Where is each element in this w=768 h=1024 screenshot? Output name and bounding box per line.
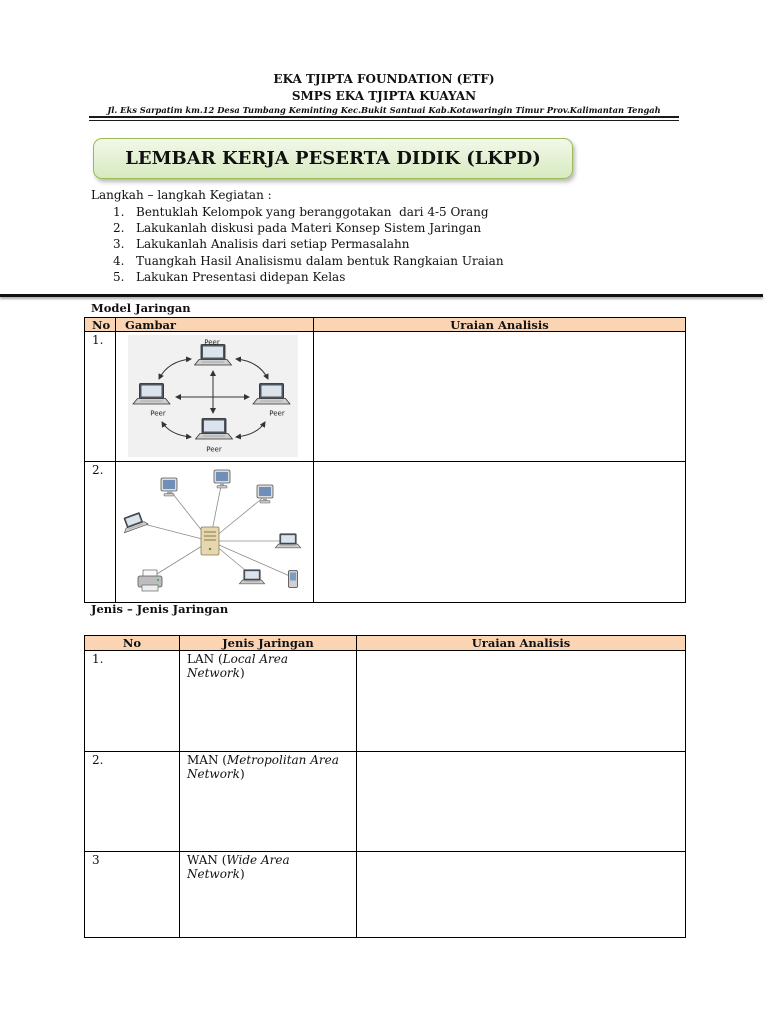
analysis-cell (314, 462, 686, 603)
network-full-name: Network (187, 767, 240, 781)
step-number: 1. (113, 205, 125, 219)
network-name-line (187, 867, 349, 881)
title-banner (93, 138, 573, 179)
table-row (85, 752, 686, 852)
network-full-name: Network (187, 867, 240, 881)
peer-label: Peer (204, 338, 220, 347)
row-number: 1. (85, 651, 180, 752)
column-header-image: Gambar (116, 318, 314, 332)
star-network-diagram (118, 465, 305, 600)
network-name-line (187, 652, 349, 666)
types-section-heading: Jenis – Jenis Jaringan (91, 602, 229, 616)
network-full-name: Network (187, 666, 240, 680)
network-type-cell (180, 651, 357, 752)
step-number: 4. (113, 253, 125, 268)
row-number: 2. (85, 752, 180, 852)
image-cell (116, 462, 314, 603)
steps-list (113, 204, 504, 285)
column-header-no: No (85, 318, 116, 332)
network-name-close: ) (239, 767, 245, 781)
network-abbreviation: WAN ( (187, 853, 227, 867)
step-number: 5. (113, 269, 125, 284)
row-number: 1. (85, 332, 116, 462)
network-full-name: Metropolitan Area (226, 753, 339, 767)
table-row (85, 462, 686, 603)
network-full-name: Wide Area (226, 853, 290, 867)
school-name: SMPS EKA TJIPTA KUAYAN (291, 89, 477, 103)
step-text: Lakukanlah diskusi pada Materi Konsep Sistem Jaringan (136, 221, 482, 236)
network-name-line (187, 753, 349, 767)
table-header-row (85, 318, 686, 332)
analysis-cell (357, 852, 686, 938)
step-number: 3. (113, 237, 125, 252)
network-name-line (187, 853, 349, 867)
table-row (85, 332, 686, 462)
model-section-heading: Model Jaringan (91, 301, 191, 315)
network-name-close: ) (239, 666, 245, 680)
column-header-no: No (85, 636, 180, 651)
network-name-line (187, 666, 349, 680)
peer-label: Peer (206, 445, 222, 454)
peer-to-peer-network-diagram (128, 335, 298, 457)
letterhead-divider (89, 116, 679, 121)
analysis-cell (357, 752, 686, 852)
peer-label: Peer (269, 409, 285, 418)
network-type-cell (180, 852, 357, 938)
worksheet-title: LEMBAR KERJA PESERTA DIDIK (LKPD) (125, 148, 541, 169)
step-item (113, 269, 504, 285)
network-full-name: Local Area (222, 652, 289, 666)
step-number: 2. (113, 221, 125, 236)
row-number: 2. (85, 462, 116, 603)
network-model-table (84, 317, 686, 603)
mobile-device-icon (289, 571, 298, 588)
step-item (113, 253, 504, 269)
table-row (85, 651, 686, 752)
step-text: Lakukanlah Analisis dari setiap Permasalahn (136, 237, 410, 252)
network-abbreviation: MAN ( (187, 753, 227, 767)
column-header-analysis: Uraian Analisis (357, 636, 686, 651)
table-header-row (85, 636, 686, 651)
network-name-close: ) (239, 867, 245, 881)
column-header-type: Jenis Jaringan (180, 636, 357, 651)
school-address: Jl. Eks Sarpatim km.12 Desa Tumbang Keminting Kec.Bukit Santuai Kab.Kotawaringin Timur Prov.Kalimantan Tengah (107, 105, 661, 115)
network-type-cell (180, 752, 357, 852)
column-header-analysis: Uraian Analisis (314, 318, 686, 332)
section-divider (0, 294, 763, 297)
step-text: Tuangkah Hasil Analisismu dalam bentuk Rangkaian Uraian (136, 253, 504, 268)
step-text: Bentuklah Kelompok yang beranggotakan dari 4-5 Orang (136, 205, 489, 219)
image-cell (116, 332, 314, 462)
steps-heading: Langkah – langkah Kegiatan : (91, 188, 272, 202)
server-icon (201, 527, 219, 555)
network-name-line (187, 767, 349, 781)
peer-label: Peer (150, 409, 166, 418)
row-number: 3 (85, 852, 180, 938)
step-item (113, 236, 504, 252)
foundation-name: EKA TJIPTA FOUNDATION (ETF) (273, 72, 495, 86)
analysis-cell (357, 651, 686, 752)
network-types-table (84, 635, 686, 938)
analysis-cell (314, 332, 686, 462)
table-row (85, 852, 686, 938)
step-item (113, 204, 504, 220)
network-abbreviation: LAN ( (187, 652, 223, 666)
step-item (113, 220, 504, 236)
step-text: Lakukan Presentasi didepan Kelas (136, 269, 346, 284)
